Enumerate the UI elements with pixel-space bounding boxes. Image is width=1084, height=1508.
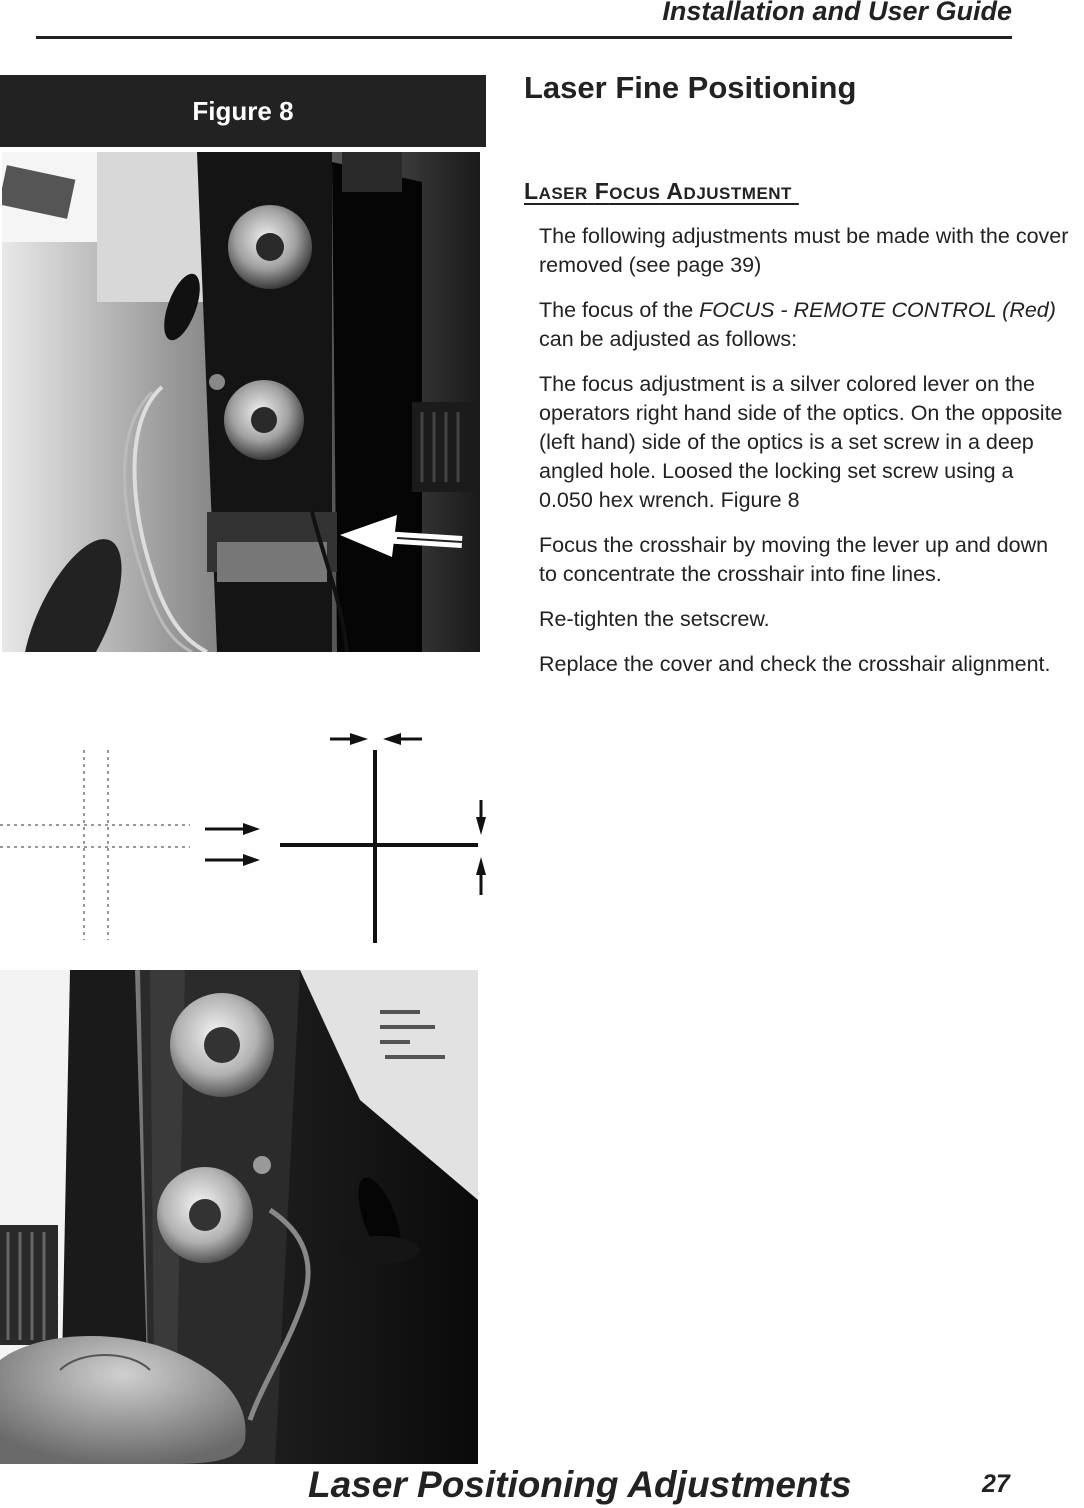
crosshair-focus-diagram — [0, 725, 486, 945]
heading-word: ADJUSTMENT — [666, 178, 792, 204]
instructions-body — [539, 222, 1069, 695]
paragraph-focus-crosshair: Focus the crosshair by moving the lever up and down to concentrate the crosshair into fine lines. — [539, 533, 1049, 586]
section-title: Laser Fine Positioning — [524, 70, 857, 105]
paragraph-cover-note: The following adjustments must be made with the cover removed (see page 39) — [539, 224, 1069, 277]
figure-label-bar — [0, 75, 486, 147]
laser-focus-adjustment-heading — [524, 178, 799, 205]
paragraph-retighten: Re-tighten the setscrew. — [539, 607, 770, 631]
paragraph-focus-intro: The focus of the FOCUS - REMOTE CONTROL (Red) can be adjusted as follows: — [539, 298, 1056, 351]
laser-optics-photo-top-drawing — [2, 152, 480, 652]
laser-optics-photo-bottom — [0, 970, 478, 1464]
laser-optics-photo-bottom-drawing — [0, 970, 478, 1464]
heading-word: LASER — [524, 178, 588, 204]
heading-word: FOCUS — [594, 178, 661, 204]
footer-title: Laser Positioning Adjustments — [308, 1464, 852, 1505]
crosshair-focus-diagram-drawing — [0, 725, 486, 945]
paragraph-focus-lever: The focus adjustment is a silver colored lever on the operators right hand side of the optics. On the opposite (left hand) side of the optics is a set screw in a deep angled hole. Loosed the locking set screw using a 0.050 hex wrench. Figure 8 — [539, 372, 1063, 512]
header-rule — [36, 36, 1012, 39]
figure-label: Figure 8 — [192, 95, 294, 126]
page-number: 27 — [982, 1470, 1010, 1498]
header-title: Installation and User Guide — [662, 0, 1012, 26]
paragraph-replace-cover: Replace the cover and check the crosshair alignment. — [539, 652, 1051, 676]
laser-optics-photo-top — [2, 152, 480, 652]
